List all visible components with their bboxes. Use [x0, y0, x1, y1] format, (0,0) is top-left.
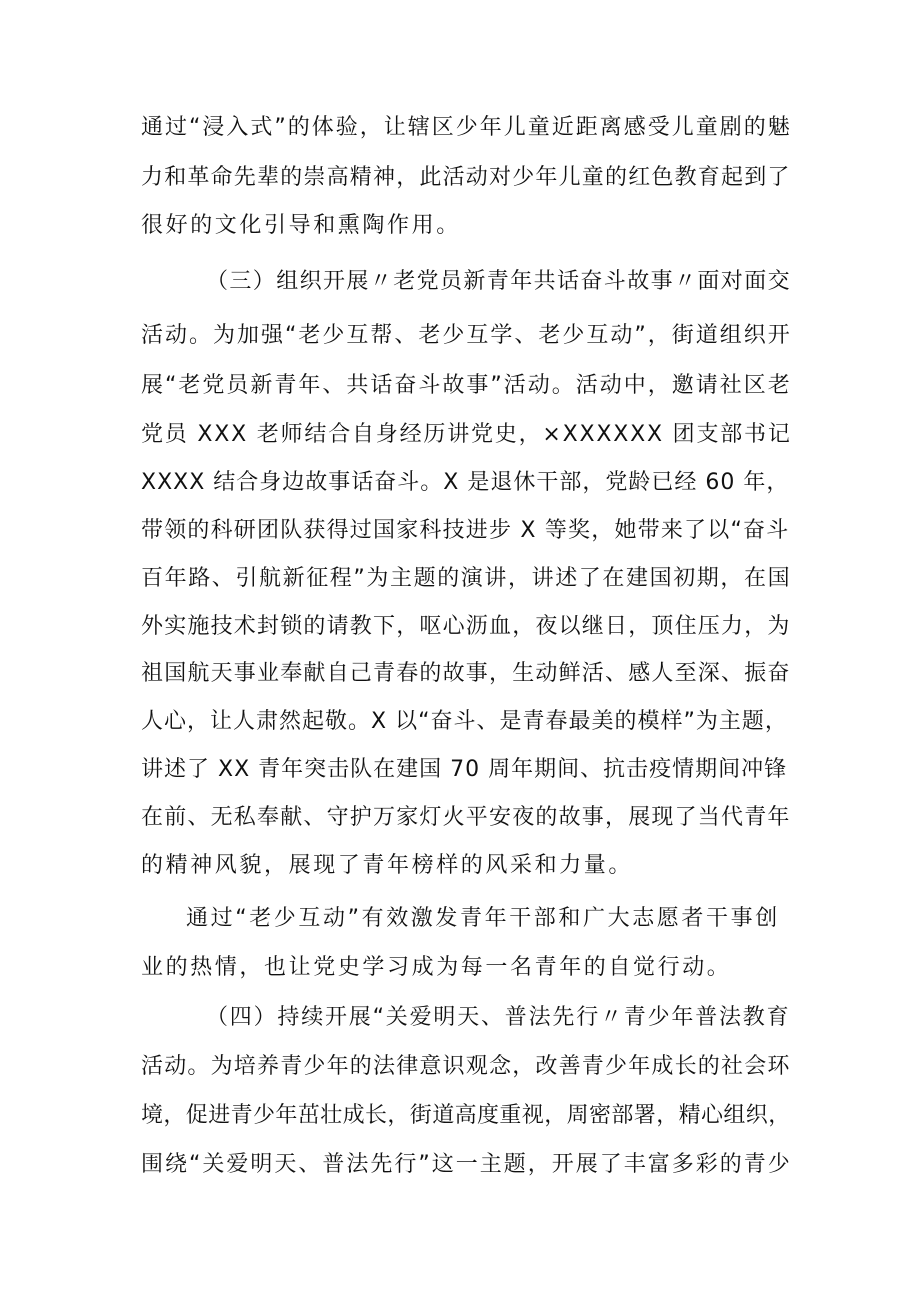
paragraph-line: 活动。为培养青少年的法律意识观念，改善青少年成长的社会环: [141, 1054, 791, 1079]
paragraph-line: 通过“浸入式”的体验，让辖区少年儿童近距离感受儿童剧的魅: [141, 115, 792, 140]
paragraph-line: 祖国航天事业奉献自己青春的故事，生动鲜活、感人至深、振奋: [141, 661, 791, 686]
paragraph-line: 展“老党员新青年、共话奋斗故事”活动。活动中，邀请社区老: [141, 373, 792, 398]
paragraph-line: 通过“老少互动”有效激发青年干部和广大志愿者干事创: [186, 906, 780, 931]
paragraph-line: 围绕“关爱明天、普法先行”这一主题，开展了丰富多彩的青少: [141, 1152, 792, 1177]
paragraph-line: 境，促进青少年茁壮成长，街道高度重视，周密部署，精心组织，: [141, 1103, 791, 1128]
paragraph-line: （三）组织开展〃老党员新青年共话奋斗故事〃面对面交: [206, 269, 792, 294]
paragraph-line: 力和革命先辈的崇高精神，此活动对少年儿童的红色教育起到了: [141, 165, 791, 190]
paragraph-line: 带领的科研团队获得过国家科技进步 X 等奖，她带来了以“奋斗: [141, 518, 790, 543]
paragraph-line: 讲述了 XX 青年突击队在建国 70 周年期间、抗击疫情期间冲锋: [141, 757, 788, 782]
paragraph-line: 的精神风貌，展现了青年榜样的风采和力量。: [141, 853, 634, 878]
paragraph-line: 人心，让人肃然起敬。X 以“奋斗、是青春最美的模样”为主题，: [141, 709, 788, 734]
paragraph-line: 很好的文化引导和熏陶作用。: [141, 213, 461, 238]
paragraph-line: XXXX 结合身边故事话奋斗。X 是退休干部，党龄已经 60 年，: [141, 470, 790, 495]
paragraph-line: 业的热情，也让党史学习成为每一名青年的自觉行动。: [141, 955, 732, 980]
paragraph-line: 外实施技术封锁的请教下，呕心沥血，夜以继日，顶住压力，为: [141, 614, 791, 639]
paragraph-line: （四）持续开展“关爱明天、普法先行〃青少年普法教育: [206, 1005, 791, 1030]
paragraph-line: 百年路、引航新征程”为主题的演讲，讲述了在建国初期，在国: [141, 566, 792, 591]
paragraph-line: 活动。为加强“老少互帮、老少互学、老少互动”，街道组织开: [141, 323, 792, 348]
paragraph-line: 党员 XXX 老师结合自身经历讲党史，×XXXXXX 团支部书记: [141, 422, 792, 447]
paragraph-line: 在前、无私奉献、守护万家灯火平安夜的故事，展现了当代青年: [141, 805, 791, 830]
